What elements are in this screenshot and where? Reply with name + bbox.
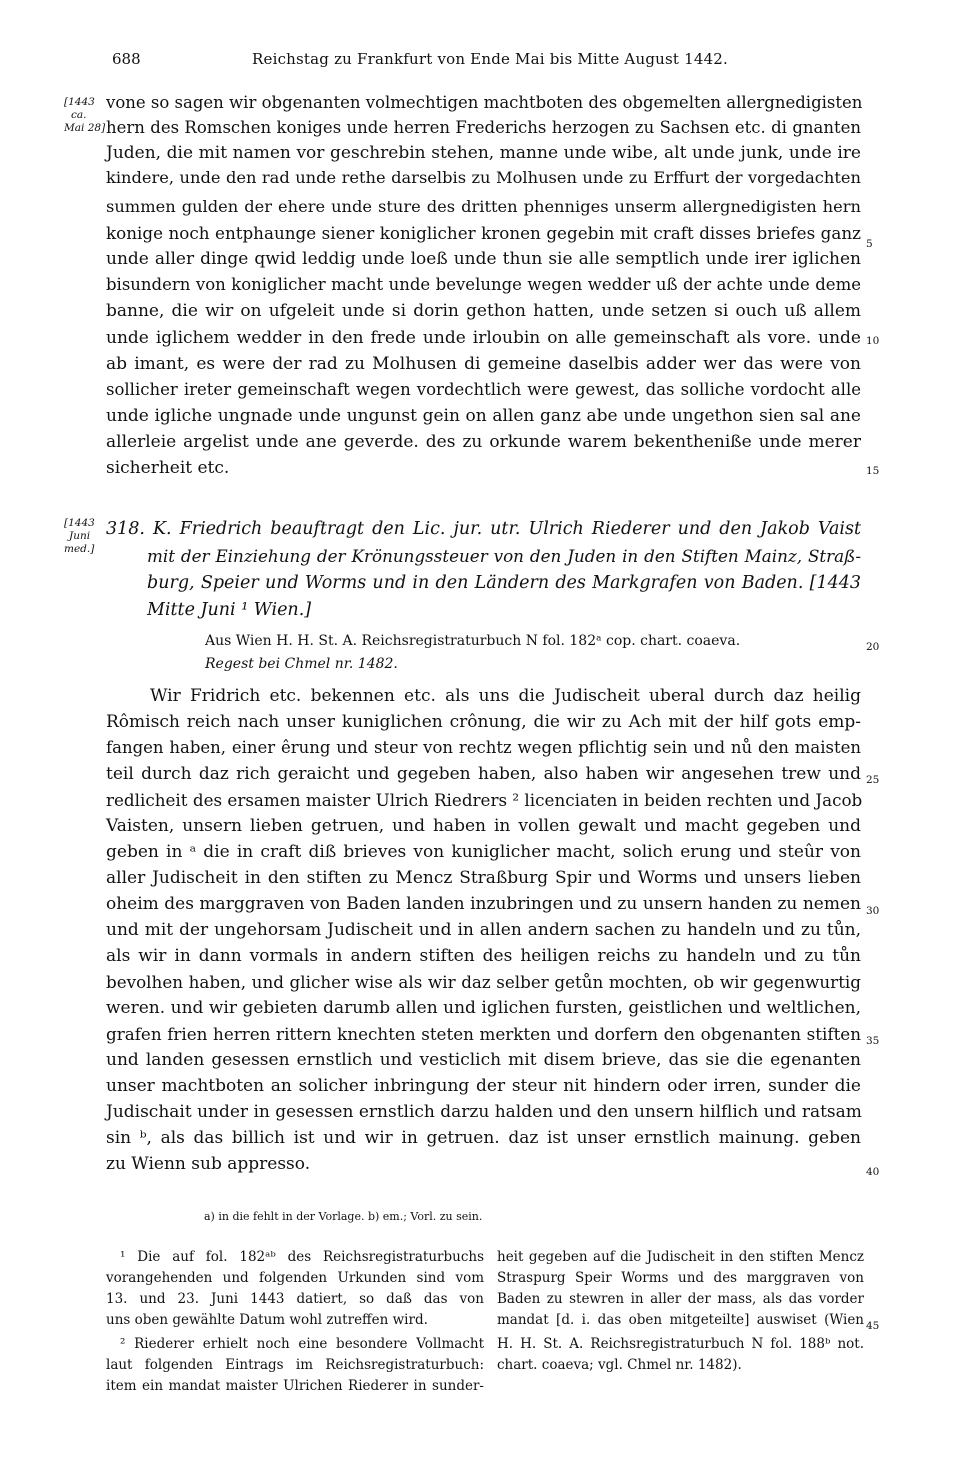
text-line: sin ᵇ, als das billich ist und wir in getruen. daz ist unser ernstlich mainung. geben — [106, 1128, 861, 1148]
heading-line: burg, Speier und Worms und in den Ländern des Markgrafen von Baden. [1443 — [147, 573, 861, 593]
text-line: fangen haben, einer êrung und steur von rechtz wegen pflichtig sein und nů den maisten — [106, 738, 861, 757]
line-number: 15 — [866, 465, 880, 477]
text-line: redlicheit des ersamen maister Ulrich Riedrers ² licenciaten in beiden rechten und Jacob — [106, 790, 863, 810]
text-line: summen gulden der ehere unde sture des dritten phenniges unserm allergnedigisten hern — [106, 197, 861, 216]
text-line: als wir in dann vormals in andern stiften des heiligen reichs zu handeln und zu tůn — [106, 946, 861, 966]
text-line: Juden, die mit namen vor geschrebin stehen, manne unde wibe, alt unde junk, unde ire — [106, 143, 861, 163]
text-line: weren. und wir gebieten darumb allen und iglichen fursten, geistlichen und weltlichen, — [106, 998, 861, 1018]
line-number: 40 — [866, 1166, 880, 1178]
text-line: konige noch entphaunge siener koniglicher kronen gegebin mit craft disses briefes ganz — [106, 223, 861, 243]
footnote-line: heit gegeben auf die Judischeit in den stiften Mencz — [497, 1249, 864, 1265]
footnote-line: vorangehenden und folgenden Urkunden sind vom — [106, 1270, 484, 1286]
footnote-line: uns oben gewählte Datum wohl zutreffen wird. — [106, 1312, 428, 1328]
text-line: oheim des marggraven von Baden landen inzubringen und zu unsern handen zu nemen — [106, 894, 861, 914]
text-line: unde aller dinge qwid leddig unde loeß unde thun sie alle semptlich unde irer iglichen — [106, 249, 861, 269]
footnote-line: Baden zu stewren in aller der mass, als das vorder — [497, 1291, 864, 1307]
line-number: 25 — [866, 774, 880, 786]
text-line: banne, die wir on ufgeleit unde si dorin gethon hatten, unde setzen si ouch uß allem — [106, 301, 861, 321]
text-line: bevolhen haben, und glicher wise als wir daz selber getůn mochten, ob wir gegenwurtig — [106, 972, 861, 992]
text-line: Rômisch reich nach unser kuniglichen crônung, die wir zu Ach mit der hilf gots emp- — [106, 712, 861, 732]
footnote-line: ¹ Die auf fol. 182ᵃᵇ des Reichsregistraturbuchs — [120, 1249, 484, 1265]
margin-date-note: [1443 Juni med.] — [64, 517, 95, 555]
running-title: Reichstag zu Frankfurt von Ende Mai bis Mitte August 1442. — [252, 50, 729, 68]
text-line: Judischait under in gesessen ernstlich darzu halden und den unsern hilflich und ratsam — [106, 1102, 862, 1122]
text-line: sollicher ireter gemeinschaft wegen vordechtlich were gewest, das solliche vordocht alle — [106, 380, 861, 399]
text-line: und landen gesessen ernstlich und vesticlich mit disem brieve, das sie die egenanten — [106, 1050, 861, 1070]
footnote-line: Straspurg Speir Worms und des marggraven von — [497, 1270, 864, 1286]
footnote-line: 13. und 23. Juni 1443 datiert, so daß das von — [106, 1291, 484, 1307]
text-line: unde igliche ungnade unde ungunst gein on allen ganz abe unde ungethon sien sal ane — [106, 406, 861, 426]
footnote-line: ² Riederer erhielt noch eine besondere Vollmacht — [120, 1336, 484, 1352]
text-line: hern des Romschen koniges unde herren Frederichs herzogen zu Sachsen etc. di gnanten — [106, 118, 861, 137]
text-line: ab imant, es were der rad zu Molhusen di gemeine daselbis adder wer das were von — [106, 354, 861, 374]
source-note: Regest bei Chmel nr. 1482. — [205, 656, 398, 672]
text-line: sicherheit etc. — [106, 458, 230, 478]
text-line: kindere, unde den rad unde rethe darselbis zu Molhusen unde zu Erffurt der vorgedachten — [106, 168, 861, 187]
text-line: unser machtboten an solicher inbringung der steur nit hindern oder irren, sunder die — [106, 1076, 861, 1096]
text-line: zu Wienn sub appresso. — [106, 1154, 311, 1174]
page-number: 688 — [112, 50, 141, 68]
line-number: 45 — [866, 1320, 880, 1332]
text-line: geben in ᵃ die in craft diß brieves von kuniglicher macht, solich erung und steûr von — [106, 842, 861, 862]
text-line: vone so sagen wir obgenanten volmechtigen machtboten des obgemelten allergnedigisten — [106, 93, 863, 112]
line-number: 5 — [866, 238, 873, 250]
heading-line: mit der Einziehung der Krönungssteuer von den Juden in den Stiften Mainz, Straß- — [147, 546, 861, 566]
text-line: aller Judischeit in den stiften zu Mencz Straßburg Spir und Worms und unsers lieben — [106, 868, 861, 888]
margin-date-note: [1443 ca. Mai 28] — [64, 96, 106, 134]
line-number: 10 — [866, 335, 880, 347]
text-line: Wir Fridrich etc. bekennen etc. als uns die Judischeit uberal durch daz heilig — [150, 686, 861, 706]
text-line: Vaisten, unsern lieben getruen, und haben in vollen gewalt und macht gegeben und — [106, 816, 861, 836]
heading-line: Mitte Juni ¹ Wien.] — [147, 600, 312, 620]
text-line: unde iglichem wedder in den frede unde irloubin on alle gemeinschaft als vore. unde — [106, 328, 861, 348]
line-number: 35 — [866, 1035, 880, 1047]
footnote-line: mandat [d. i. das oben mitgeteilte] auswiset (Wien — [497, 1312, 864, 1328]
heading-line: 318. K. Friedrich beauftragt den Lic. jur. utr. Ulrich Riederer und den Jakob Vaist — [106, 519, 861, 539]
text-line: grafen frien herren rittern knechten steten merkten und dorfern den obgenanten stiften — [106, 1024, 861, 1044]
line-number: 30 — [866, 905, 880, 917]
footnote-line: H. H. St. A. Reichsregistraturbuch N fol. 188ᵇ not. — [497, 1336, 864, 1352]
text-line: allerleie argelist unde ane geverde. des zu orkunde warem bekentheniße unde merer — [106, 432, 861, 452]
line-number: 20 — [866, 641, 880, 653]
footnote-line: chart. coaeva; vgl. Chmel nr. 1482). — [497, 1357, 742, 1373]
text-line: und mit der ungehorsam Judischeit und in allen andern sachen zu handeln und zu tůn, — [106, 920, 861, 940]
footnote-line: laut folgenden Eintrags im Reichsregistraturbuch: — [106, 1357, 484, 1373]
text-line: bisundern von koniglicher macht unde bevelunge wegen wedder uß der achte unde deme — [106, 275, 861, 294]
critical-apparatus: a) in die fehlt in der Vorlage. b) em.; Vorl. zu sein. — [204, 1210, 483, 1223]
footnote-line: item ein mandat maister Ulrichen Riederer in sunder- — [106, 1378, 484, 1394]
text-line: teil durch daz rich geraicht und gegeben haben, also haben wir angesehen trew und — [106, 764, 861, 784]
source-note: Aus Wien H. H. St. A. Reichsregistraturbuch N fol. 182ᵃ cop. chart. coaeva. — [205, 633, 741, 649]
